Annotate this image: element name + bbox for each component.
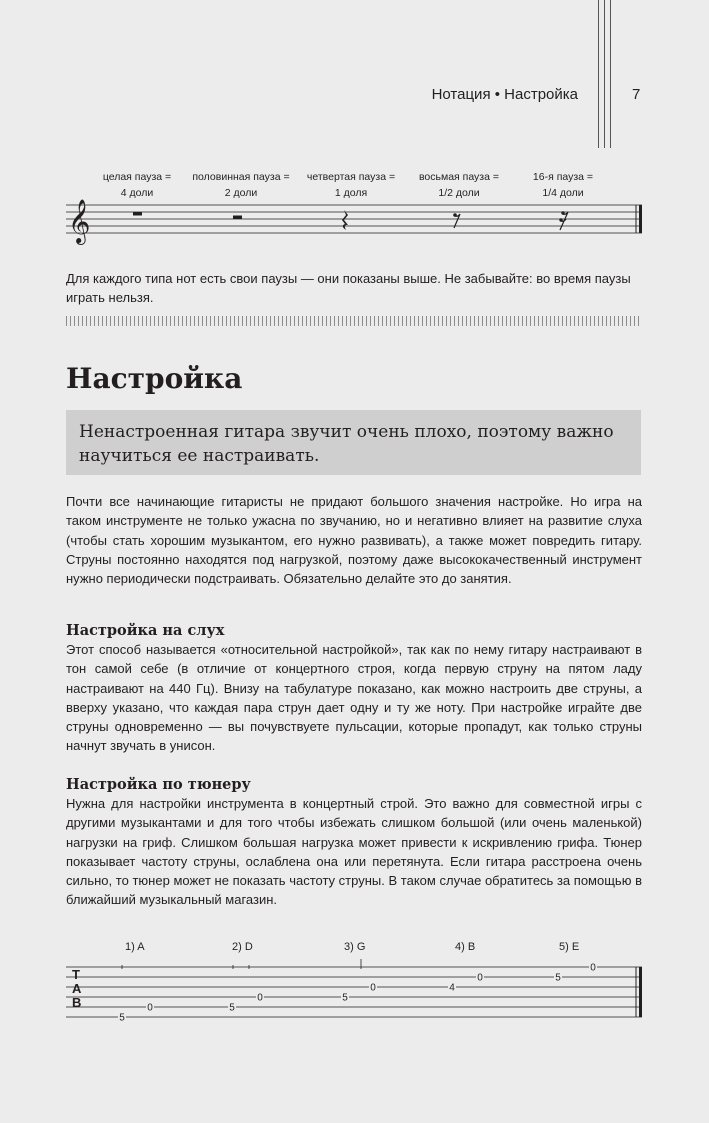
intro-paragraph: Почти все начинающие гитаристы не придают большого значения настройке. Но игра на таком инструменте не только ужасна по звучанию, но и негативно влияет на развитие слуха (чтобы стать хорошим музыкантом, его нужно развивать), а также может повредить гитару. Струны постоянно находятся под нагрузкой, поэтому даже высококачественный инструмент нужно периодически подстраивать. Обязательно делайте это до занятия. [66,494,642,587]
tab-clef-t: T [72,967,80,982]
tab-fret-number: 0 [477,972,483,984]
tab-pair-label: 5) E [559,941,580,953]
by-ear-heading: Настройка на слух [66,622,225,639]
tab-fret-number: 5 [342,992,348,1004]
rests-caption: Для каждого типа нот есть свои паузы — они показаны выше. Не забывайте: во время паузы играть нельзя. [66,271,631,305]
tab-fret-number: 5 [119,1012,125,1024]
tab-notes [118,962,597,1024]
tab-clef-b: B [72,995,82,1010]
tab-fret-number: 4 [449,982,455,994]
by-tuner-paragraph: Нужна для настройки инструмента в концертный строй. Это важно для совместной игры с другими музыкантами и для того чтобы избежать слишком большой (или очень маленькой) нагрузки на гриф. Слишком большая нагрузка может привести к искривлению грифа. Тюнер показывает частоту струны, ослаблена она или перетянута. Если гитара расстроена очень сильно, то тюнер может не показать частоту струны. В таком случае обратитесь за помощью в ближайший музыкальный магазин. [66,796,642,908]
tab-pair-label: 2) D [232,941,253,953]
rest-label: целая пауза = 4 доли [102,171,172,199]
tab-clef-a: A [72,981,82,996]
page-number: 7 [632,86,641,103]
tab-pair-label: 1) A [125,941,145,953]
rest-label: восьмая пауза = 1/2 доли [418,171,500,199]
tab-fret-number: 0 [147,1002,153,1014]
tab-pair-label: 4) B [455,941,476,953]
section-title: Настройка [66,362,243,395]
tab-fret-number: 0 [370,982,376,994]
lead-text: Ненастроенная гитара звучит очень плохо, поэтому важно научиться ее настраивать. [79,422,614,466]
tab-fret-number: 0 [257,992,263,1004]
rest-label: четвертая пауза = 1 доля [306,171,396,199]
by-tuner-heading: Настройка по тюнеру [66,776,251,793]
rest-label: 16-я пауза = 1/4 доли [532,171,594,199]
rest-label: половинная пауза = 2 доли [192,171,290,199]
by-ear-paragraph: Этот способ называется «относительной настройкой», так как по нему гитару настраивают в тон самой себе (в отличие от концертного строя, когда первую струну на пятом ладу настраивают на 440 Гц). Внизу на табулатуре показано, как можно настроить две струны, а вверху указано, что каждая пара струн дает одну и ту же ноту. При настройке играйте две струны одновременно — вы почувствуете пульсации, которые пропадут, как только струны начнут звучать в унисон. [66,642,642,754]
tab-fret-number: 5 [229,1002,235,1014]
treble-clef-icon: 𝄞 [68,199,91,243]
tab-fret-number: 5 [555,972,561,984]
running-title: Нотация • Настройка [431,86,578,103]
tab-pair-label: 3) G [344,941,366,953]
tab-fret-number: 0 [590,962,596,974]
